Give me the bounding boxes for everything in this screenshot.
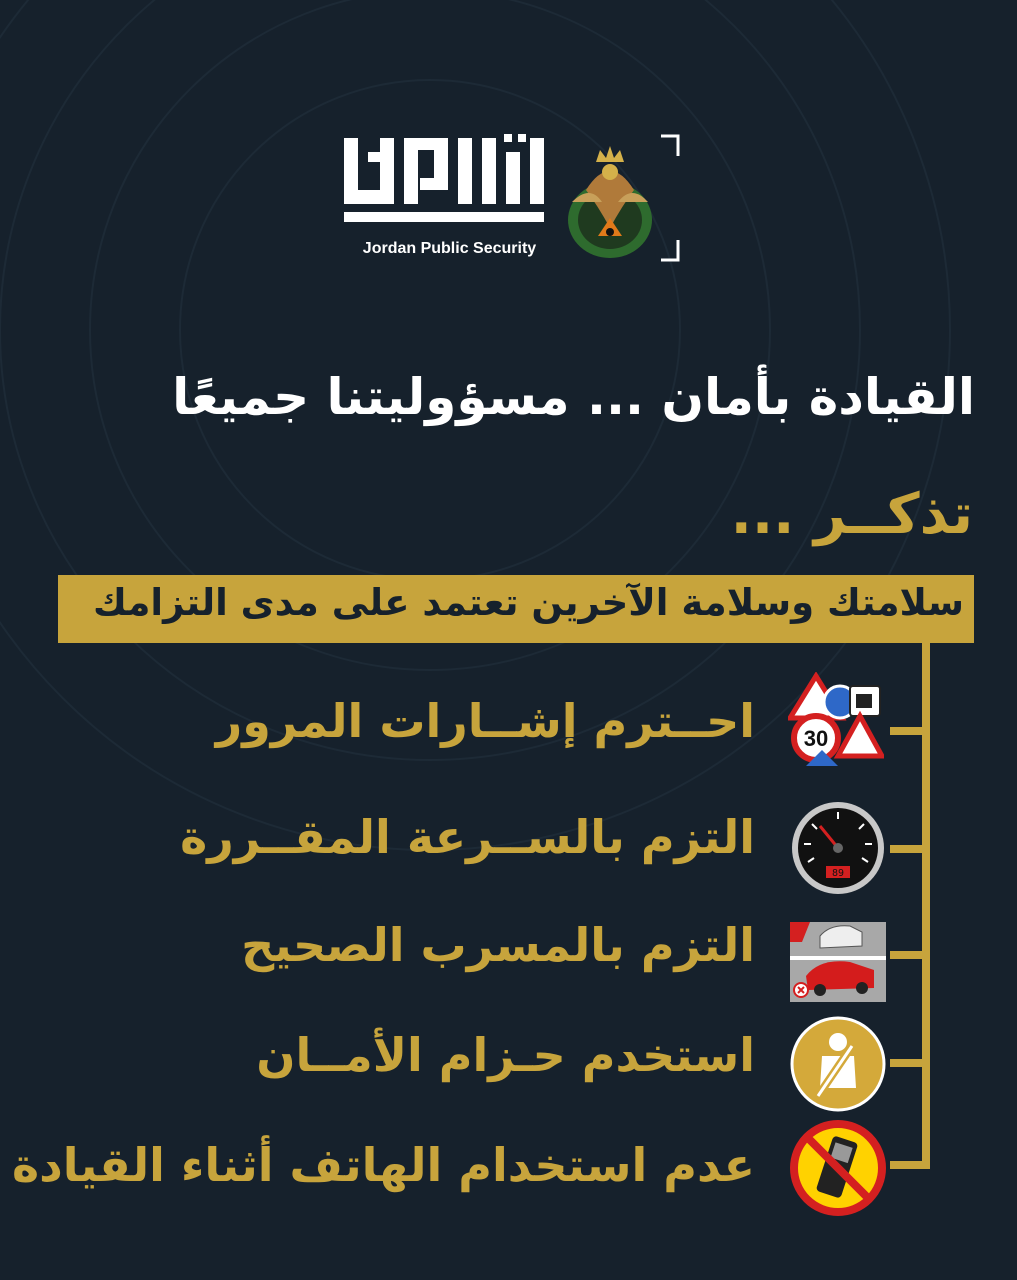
rule-seatbelt: استخدم حـزام الأمــان xyxy=(256,1028,755,1082)
public-security-emblem-icon xyxy=(556,132,683,266)
rule-correct-lane: التزم بالمسرب الصحيح xyxy=(241,918,755,972)
public-security-logo xyxy=(338,128,683,268)
seatbelt-icon xyxy=(790,1016,886,1112)
rule-respect-signals: احــترم إشــارات المرور xyxy=(215,694,755,748)
lane-cars-icon xyxy=(790,914,886,1010)
rules-connector-bracket xyxy=(880,643,940,1173)
traffic-signs-icon xyxy=(788,672,884,768)
rule-no-phone: عدم استخدام الهاتف أثناء القيادة xyxy=(11,1138,755,1192)
banner xyxy=(58,575,974,643)
logo-caption: Jordan Public Security xyxy=(362,240,537,257)
speedometer-readout: 89 xyxy=(831,868,845,879)
remember-heading: تذكــر ... xyxy=(730,482,973,547)
headline: القيادة بأمان ... مسؤوليتنا جميعًا xyxy=(172,368,975,426)
speed-limit-sign-text: 30 xyxy=(803,726,829,751)
rule-speed-limit: التزم بالســرعة المقــررة xyxy=(180,810,755,864)
kufic-logotype xyxy=(338,128,558,240)
no-phone-icon xyxy=(790,1120,886,1216)
speedometer-icon xyxy=(790,800,886,896)
banner-text: سلامتك وسلامة الآخرين تعتمد على مدى التزامك xyxy=(93,581,964,624)
